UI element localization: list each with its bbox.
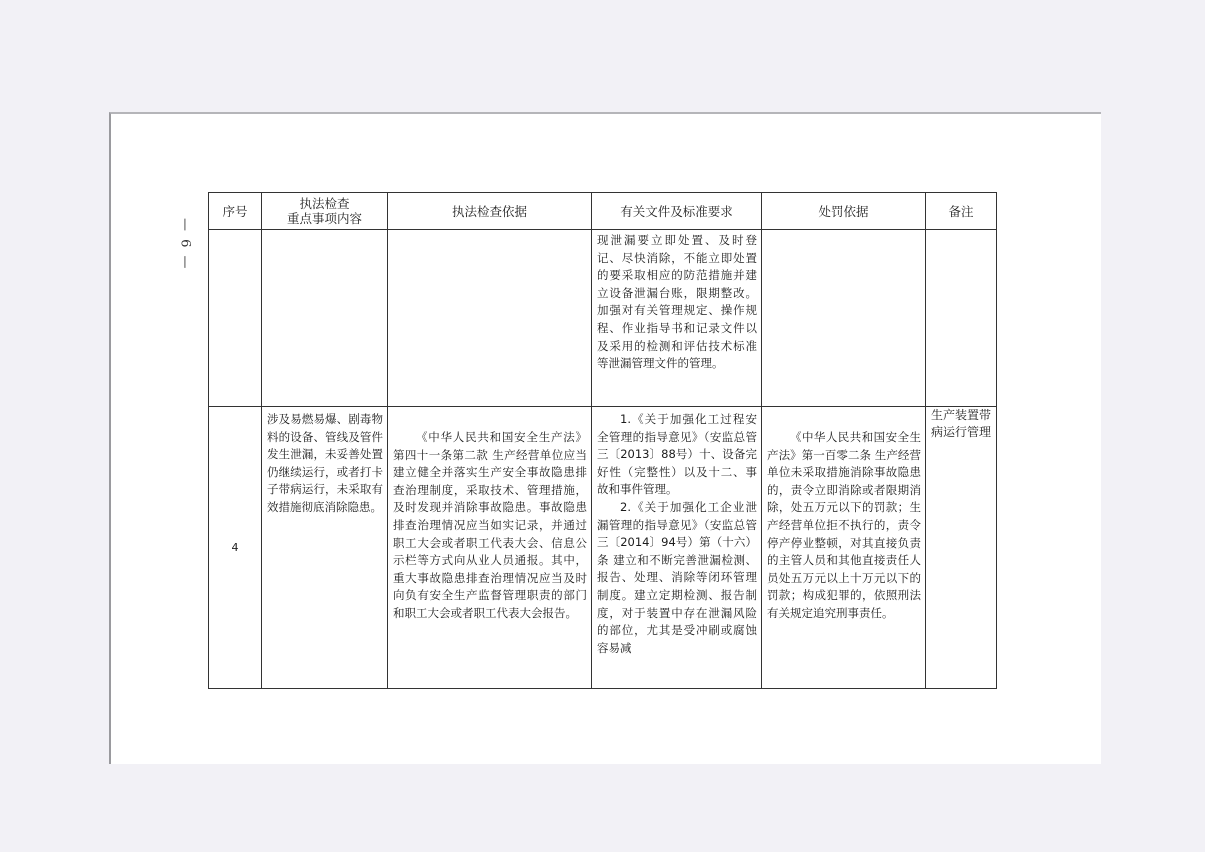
- cont-requirements-text: 现泄漏要立即处置、及时登记、尽快消除，不能立即处置的要采取相应的防范措施并建立设备泄漏台账，限期整改。加强对有关管理规定、操作规程、作业指导书和记录文件以及采用的检测和评估技术标准等泄漏管理文件的管理。: [597, 233, 757, 371]
- row4-basis-text: 《中华人民共和国安全生产法》第四十一条第二款 生产经营单位应当建立健全并落实生产安全事故隐患排查治理制度，采取技术、管理措施，及时发现并消除事故隐患。事故隐患排查治理情况应当如实记录，并通过职工大会或者职工代表大会、信息公示栏等方式向从业人员通报。其中，重大事故隐患排查治理情况应当及时向负有安全生产监督管理职责的部门和职工大会或者职工代表大会报告。: [393, 430, 587, 620]
- regulation-table: [208, 192, 997, 689]
- row4-basis-cell: [388, 407, 592, 689]
- table-row-4: [209, 407, 997, 689]
- header-penalty: 处罚依据: [762, 193, 926, 230]
- header-item-line2: 重点事项内容: [286, 211, 362, 226]
- cont-seq-cell: [209, 230, 262, 407]
- row4-requirements-cell: [592, 407, 762, 689]
- page-number: — 6 —: [177, 217, 193, 271]
- row4-remarks-text: 生产装置带病运行管理: [931, 408, 992, 439]
- row4-penalty-cell: [762, 407, 926, 689]
- cont-penalty-cell: [762, 230, 926, 407]
- cont-basis-cell: [388, 230, 592, 407]
- header-requirements: 有关文件及标准要求: [592, 193, 762, 230]
- cont-remarks-cell: [926, 230, 997, 407]
- header-basis: 执法检查依据: [388, 193, 592, 230]
- row4-item-text: 涉及易燃易爆、剧毒物料的设备、管线及管件发生泄漏，未妥善处置仍继续运行，或者打卡子带病运行，未采取有效措施彻底消除隐患。: [267, 412, 383, 514]
- header-remarks: 备注: [926, 193, 997, 230]
- row4-requirements-p2: 2.《关于加强化工企业泄漏管理的指导意见》（安监总管三〔2014〕94号）第（十六）条 建立和不断完善泄漏检测、报告、处理、消除等闭环管理制度。建立定期检测、报告制度，对于装置中存在泄漏风险的部位，尤其是受冲刷或腐蚀容易减: [597, 499, 757, 655]
- cont-item-cell: [262, 230, 388, 407]
- header-inspection-item: [262, 193, 388, 230]
- header-seq: 序号: [209, 193, 262, 230]
- row4-item-cell: [262, 407, 388, 689]
- table-row-continued: [209, 230, 997, 407]
- row4-seq: 4: [209, 407, 262, 689]
- header-item-line1: 执法检查: [299, 196, 350, 211]
- row4-penalty-text: 《中华人民共和国安全生产法》第一百零二条 生产经营单位未采取措施消除事故隐患的，责令立即消除或者限期消除，处五万元以下的罚款；生产经营单位拒不执行的，责令停产停业整顿，对其直接负责的主管人员和其他直接责任人员处五万元以上十万元以下的罚款；构成犯罪的，依照刑法有关规定追究刑事责任。: [767, 430, 921, 620]
- row4-requirements-p1: 1.《关于加强化工过程安全管理的指导意见》（安监总管三〔2013〕88号）十、设备完好性（完整性）以及十二、事故和事件管理。: [597, 412, 757, 497]
- row4-remarks-cell: [926, 407, 997, 689]
- table-header-row: [209, 193, 997, 230]
- cont-requirements-cell: [592, 230, 762, 407]
